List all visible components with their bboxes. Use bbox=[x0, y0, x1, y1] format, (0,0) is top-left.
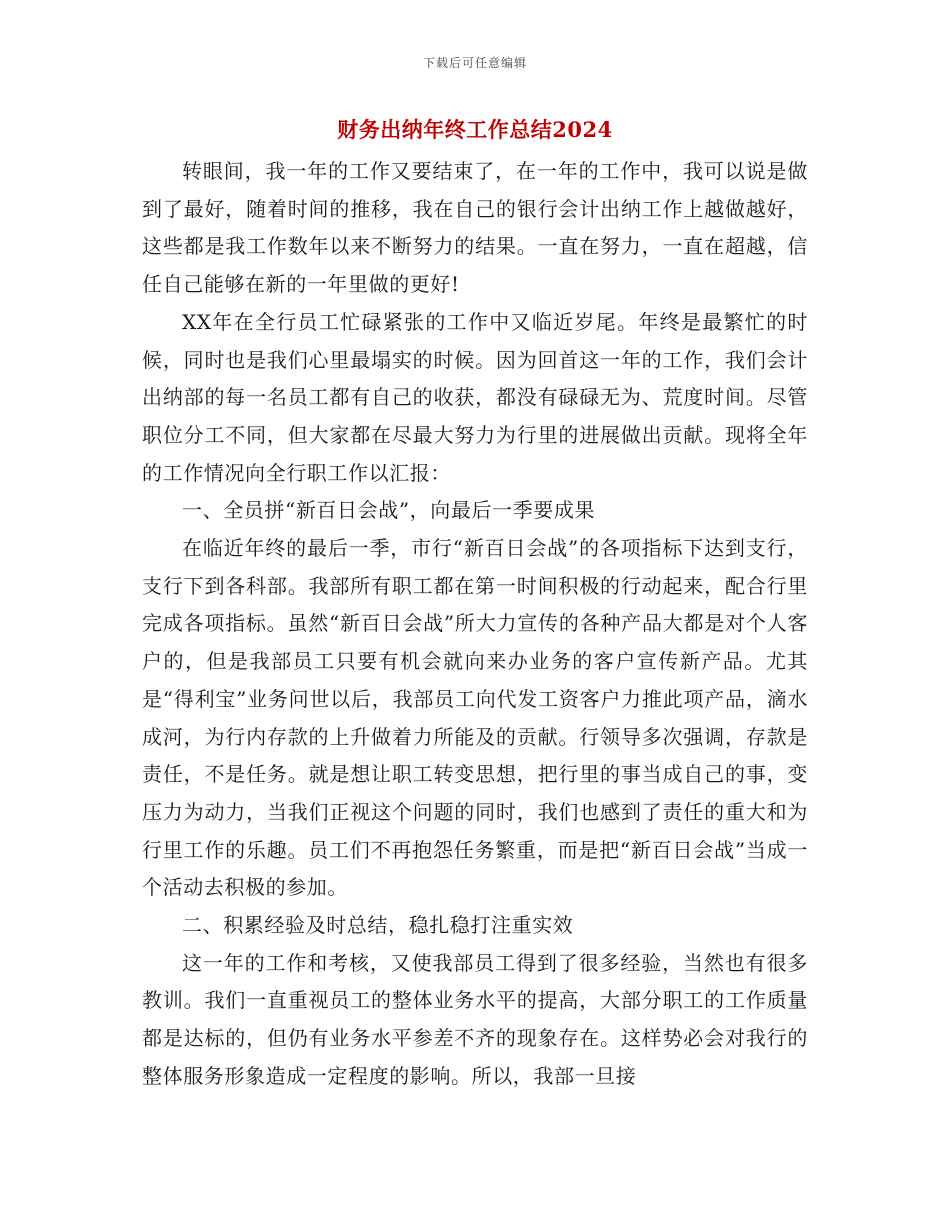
paragraph-section-1: 在临近年终的最后一季，市行“新百日会战”的各项指标下达到支行，支行下到各科部。我部所有职工都在第一时间积极的行动起来，配合行里完成各项指标。虽然“新百日会战”所大力宣传的各种产品大都是对个人客户的，但是我部员工只要有机会就向来办业务的客户宣传新产品。尤其是“得利宝”业务问世以后，我部员工向代发工资客户力推此项产品，滴水成河，为行内存款的上升做着力所能及的贡献。行领导多次强调，存款是责任，不是任务。就是想让职工转变思想，把行里的事当成自己的事，变压力为动力，当我们正视这个问题的同时，我们也感到了责任的重大和为行里工作的乐趣。员工们不再抱怨任务繁重，而是把“新百日会战”当成一个活动去积极的参加。 bbox=[142, 536, 808, 900]
header-note: 下载后可任意编辑 bbox=[422, 56, 527, 70]
paragraph-overview: XX年在全行员工忙碌紧张的工作中又临近岁尾。年终是最繁忙的时候，同时也是我们心里最塌实的时候。因为回首这一年的工作，我们会计出纳部的每一名员工都有自己的收获，都没有碌碌无为、荒度时间。尽管职位分工不同，但大家都在尽最大努力为行里的进展做出贡献。现将全年的工作情况向全行职工作以汇报： bbox=[142, 309, 808, 485]
section-heading-1: 一、全员拼“新百日会战”，向最后一季要成果 bbox=[182, 498, 596, 523]
document-body bbox=[142, 153, 808, 1096]
paragraph-intro: 转眼间，我一年的工作又要结束了，在一年的工作中，我可以说是做到了最好，随着时间的推移，我在自己的银行会计出纳工作上越做越好，这些都是我工作数年以来不断努力的结果。一直在努力，一直在超越，信任自己能够在新的一年里做的更好! bbox=[142, 159, 808, 297]
section-heading-2: 二、积累经验及时总结，稳扎稳打注重实效 bbox=[182, 913, 574, 938]
document-title: 财务出纳年终工作总结2024 bbox=[337, 117, 613, 142]
paragraph-section-2: 这一年的工作和考核，又使我部员工得到了很多经验，当然也有很多教训。我们一直重视员工的整体业务水平的提高，大部分职工的工作质量都是达标的，但仍有业务水平参差不齐的现象存在。这样势必会对我行的整体服务形象造成一定程度的影响。所以，我部一旦接 bbox=[142, 950, 808, 1088]
